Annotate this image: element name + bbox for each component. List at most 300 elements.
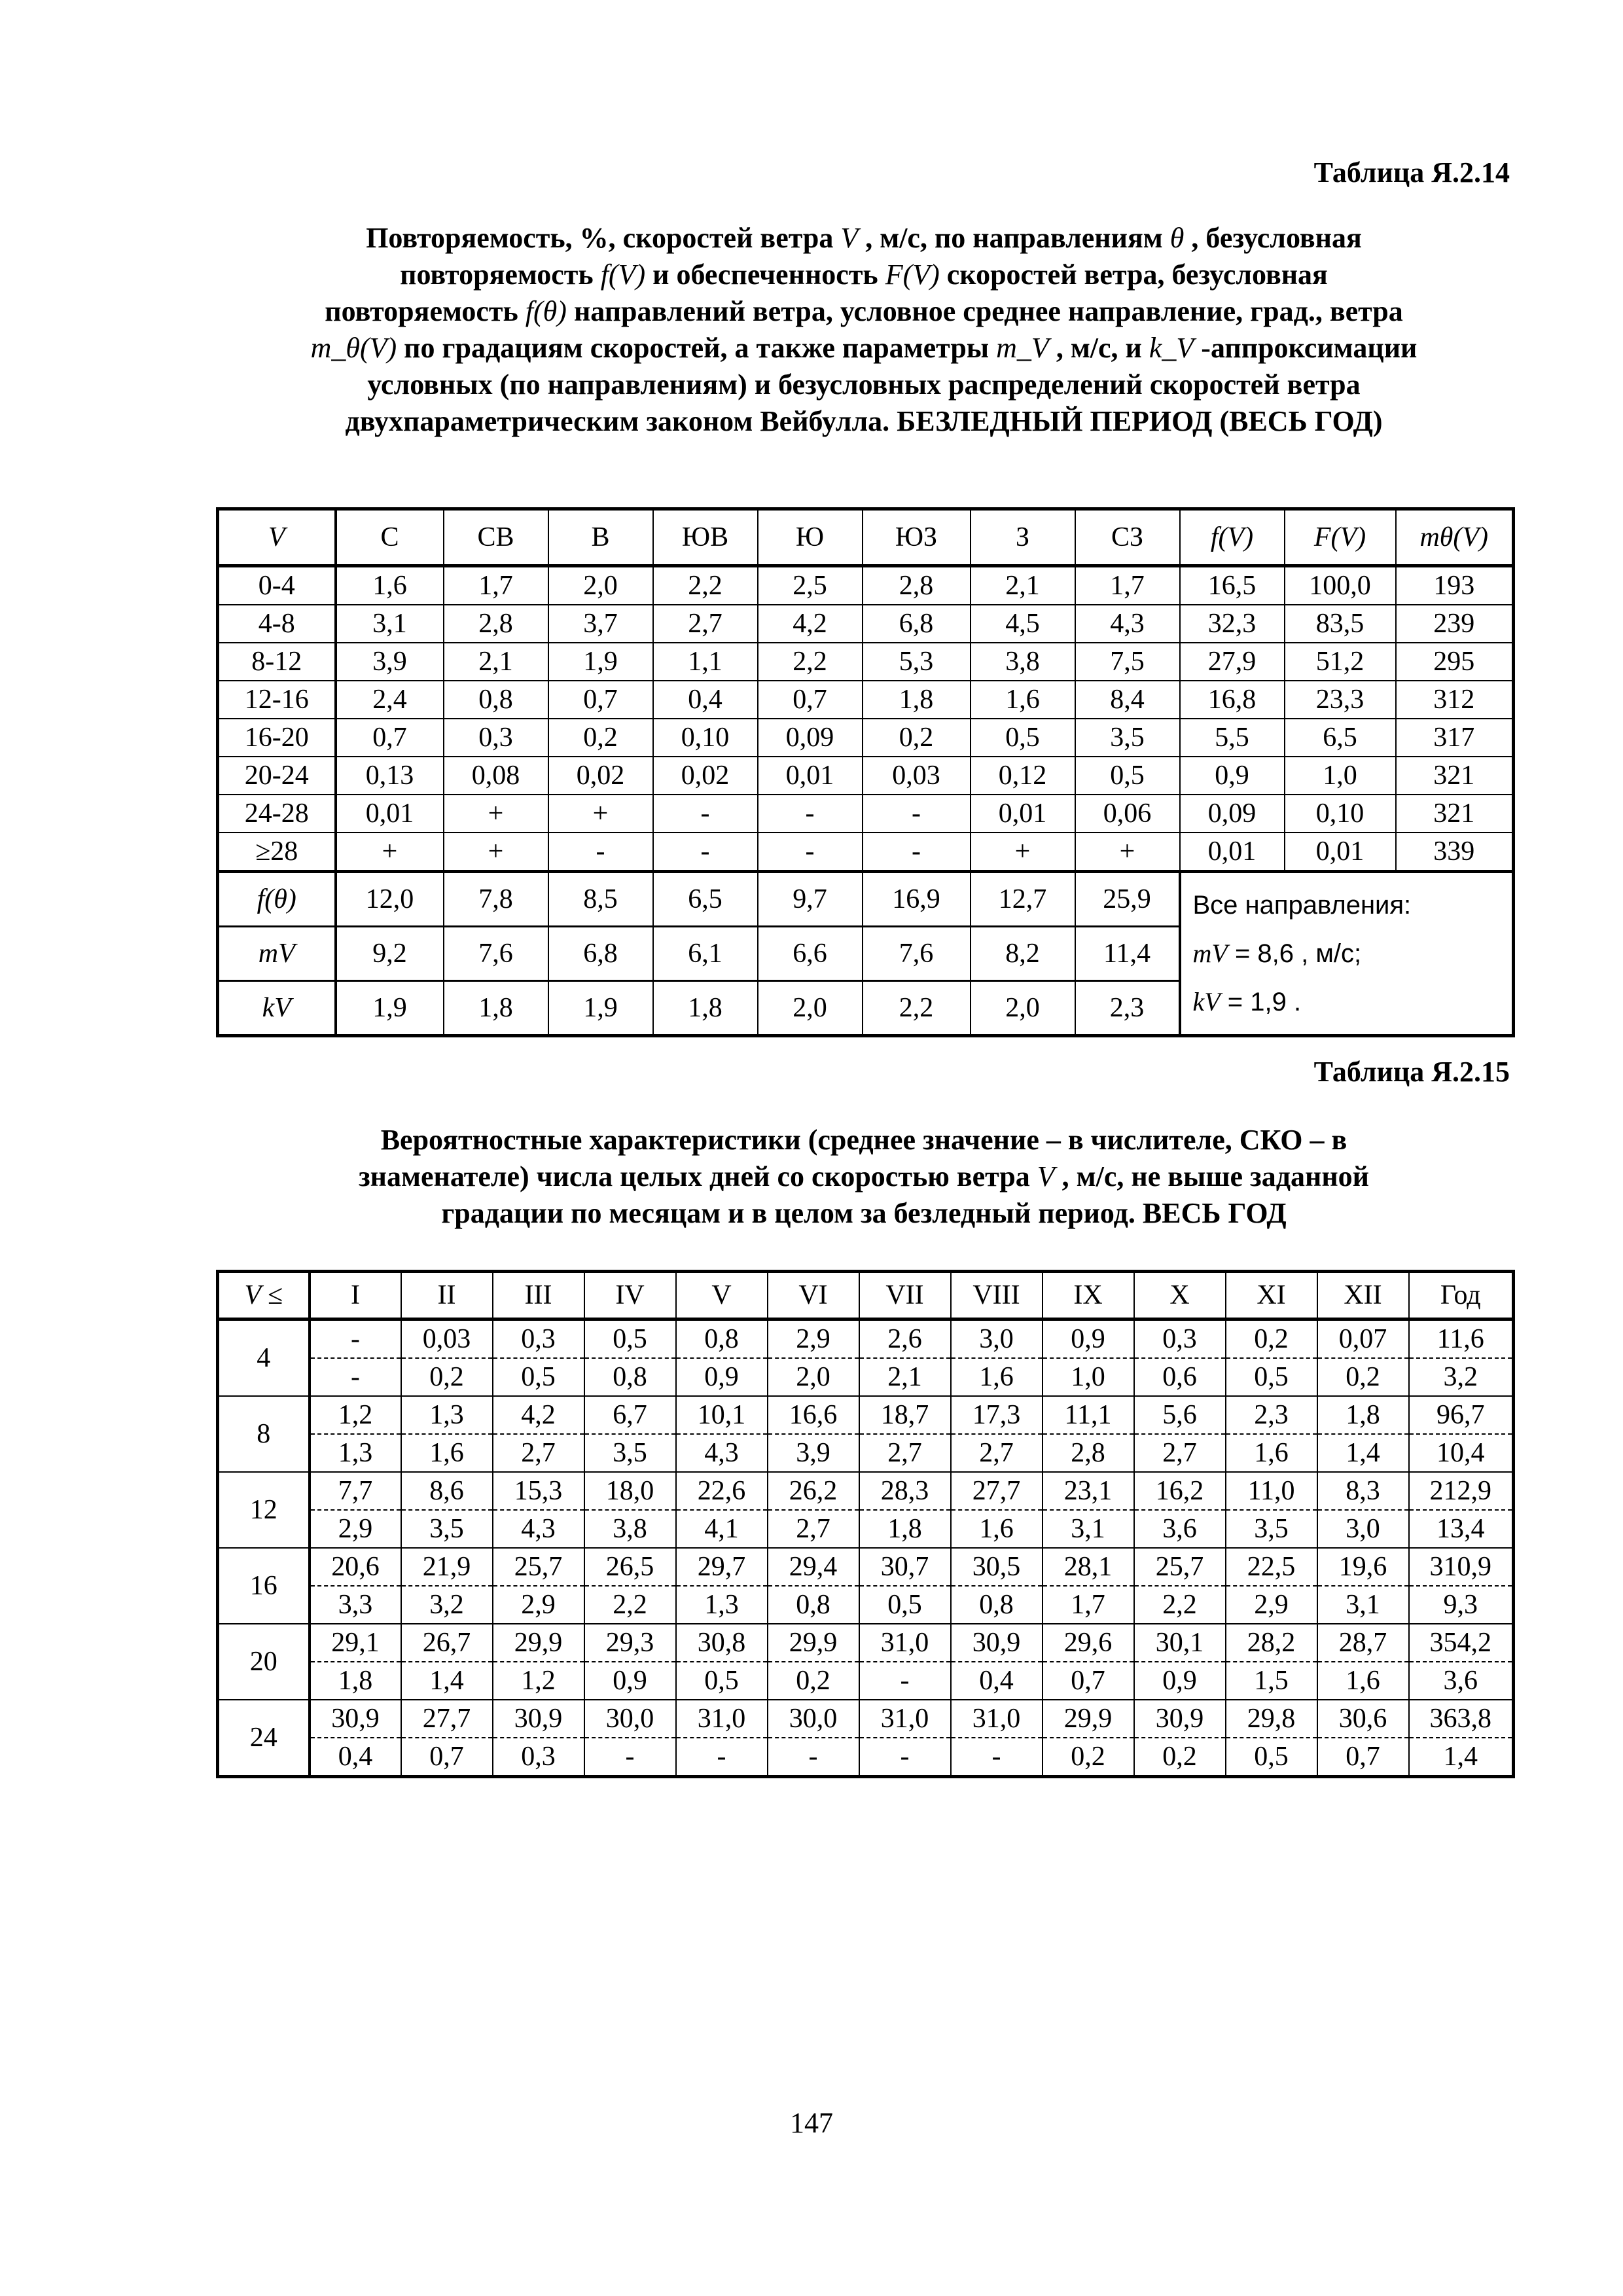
title-text: , м/с, по направлениям bbox=[858, 222, 1170, 254]
mean-cell: 18,7 bbox=[859, 1396, 951, 1434]
mean-cell: - bbox=[310, 1319, 401, 1359]
sd-cell: 2,8 bbox=[1043, 1434, 1134, 1472]
sd-cell: 0,5 bbox=[676, 1662, 768, 1700]
sd-cell: 2,7 bbox=[859, 1434, 951, 1472]
mean-cell: 2,3 bbox=[1226, 1396, 1317, 1434]
table-cell: 1,0 bbox=[1285, 757, 1396, 795]
table-cell: 0,01 bbox=[971, 795, 1075, 833]
column-header: I bbox=[310, 1272, 401, 1319]
mean-cell: 29,7 bbox=[676, 1548, 768, 1586]
sd-cell: 0,7 bbox=[401, 1738, 493, 1777]
sd-cell: 2,2 bbox=[584, 1586, 676, 1624]
param-row bbox=[218, 872, 1514, 927]
table-cell: 1,8 bbox=[653, 981, 758, 1036]
table15-title-line bbox=[216, 1122, 1512, 1158]
sd-cell: - bbox=[768, 1738, 859, 1777]
mean-cell: 28,3 bbox=[859, 1472, 951, 1510]
mean-cell: 29,8 bbox=[1226, 1700, 1317, 1738]
mv-value: = 8,6 , м/с; bbox=[1227, 939, 1362, 968]
column-header: СЗ bbox=[1075, 509, 1180, 566]
sd-cell: 3,3 bbox=[310, 1586, 401, 1624]
table-cell: 8,5 bbox=[548, 872, 653, 927]
table-cell: 339 bbox=[1396, 833, 1514, 872]
mean-cell: 2,6 bbox=[859, 1319, 951, 1359]
table14-title-line bbox=[216, 367, 1512, 403]
column-header: IV bbox=[584, 1272, 676, 1319]
table-cell: + bbox=[336, 833, 444, 872]
sd-cell: 0,9 bbox=[676, 1358, 768, 1396]
mean-cell: 31,0 bbox=[859, 1700, 951, 1738]
table-row bbox=[218, 566, 1514, 605]
table-cell: 12,7 bbox=[971, 872, 1075, 927]
sd-cell: 3,0 bbox=[1317, 1510, 1409, 1548]
table-cell: 1,7 bbox=[444, 566, 548, 605]
mean-row bbox=[218, 1472, 1514, 1510]
table-cell: 2,8 bbox=[444, 605, 548, 643]
mean-cell: 29,9 bbox=[1043, 1700, 1134, 1738]
column-header: В bbox=[548, 509, 653, 566]
column-header: VIII bbox=[951, 1272, 1043, 1319]
summary-heading: Все направления: bbox=[1192, 891, 1412, 920]
speed-threshold: 24 bbox=[218, 1700, 310, 1777]
table-cell: - bbox=[863, 833, 971, 872]
row-label: 16-20 bbox=[218, 719, 336, 757]
table-cell: - bbox=[548, 833, 653, 872]
sd-cell: 0,9 bbox=[1134, 1662, 1226, 1700]
title-text: по градациям скоростей, а также параметры bbox=[397, 332, 997, 364]
table-cell: 12,0 bbox=[336, 872, 444, 927]
sd-cell: 3,1 bbox=[1043, 1510, 1134, 1548]
math-symbol: f(V) bbox=[600, 259, 646, 291]
table-cell: 0,10 bbox=[1285, 795, 1396, 833]
row-label: 8-12 bbox=[218, 643, 336, 681]
table-cell: 0,2 bbox=[863, 719, 971, 757]
param-label: mV bbox=[218, 927, 336, 981]
math-symbol: F(V) bbox=[885, 259, 940, 291]
sd-cell: 0,5 bbox=[1226, 1358, 1317, 1396]
table-cell: 2,1 bbox=[971, 566, 1075, 605]
column-header: F(V) bbox=[1285, 509, 1396, 566]
mean-cell: 0,3 bbox=[1134, 1319, 1226, 1359]
mean-cell: 30,0 bbox=[584, 1700, 676, 1738]
mean-cell: 30,7 bbox=[859, 1548, 951, 1586]
table-cell: + bbox=[971, 833, 1075, 872]
mean-cell: 30,6 bbox=[1317, 1700, 1409, 1738]
table-cell: 0,7 bbox=[758, 681, 863, 719]
table-14-header-row bbox=[218, 509, 1514, 566]
mean-cell: 96,7 bbox=[1409, 1396, 1514, 1434]
sd-row bbox=[218, 1434, 1514, 1472]
column-header: f(V) bbox=[1180, 509, 1285, 566]
row-label: 20-24 bbox=[218, 757, 336, 795]
table-cell: 11,4 bbox=[1075, 927, 1180, 981]
table-cell: - bbox=[653, 833, 758, 872]
table-cell: 0,13 bbox=[336, 757, 444, 795]
sd-cell: 10,4 bbox=[1409, 1434, 1514, 1472]
mean-cell: 16,6 bbox=[768, 1396, 859, 1434]
table-cell: 312 bbox=[1396, 681, 1514, 719]
column-header: VI bbox=[768, 1272, 859, 1319]
sd-cell: 1,2 bbox=[493, 1662, 584, 1700]
title-text: условных (по направлениям) и безусловных распределений скоростей ветра bbox=[367, 368, 1361, 401]
table-cell: 2,7 bbox=[653, 605, 758, 643]
table-cell: 193 bbox=[1396, 566, 1514, 605]
summary-line bbox=[1193, 978, 1501, 1026]
table-14-label: Таблица Я.2.14 bbox=[1313, 156, 1510, 188]
sd-cell: 3,1 bbox=[1317, 1586, 1409, 1624]
table-cell: 0,03 bbox=[863, 757, 971, 795]
column-header: V bbox=[218, 509, 336, 566]
sd-cell: 0,2 bbox=[1134, 1738, 1226, 1777]
mean-cell: 22,6 bbox=[676, 1472, 768, 1510]
table-cell: 2,8 bbox=[863, 566, 971, 605]
sd-cell: 3,5 bbox=[1226, 1510, 1317, 1548]
sd-cell: 0,2 bbox=[1317, 1358, 1409, 1396]
mean-cell: 28,2 bbox=[1226, 1624, 1317, 1662]
mean-cell: 31,0 bbox=[859, 1624, 951, 1662]
column-header: VII bbox=[859, 1272, 951, 1319]
speed-threshold: 8 bbox=[218, 1396, 310, 1472]
mean-row bbox=[218, 1548, 1514, 1586]
table-cell: 5,5 bbox=[1180, 719, 1285, 757]
mean-cell: 11,0 bbox=[1226, 1472, 1317, 1510]
mean-cell: 30,0 bbox=[768, 1700, 859, 1738]
table-cell: 6,8 bbox=[548, 927, 653, 981]
mean-cell: 7,7 bbox=[310, 1472, 401, 1510]
table-cell: - bbox=[863, 795, 971, 833]
table-cell: 83,5 bbox=[1285, 605, 1396, 643]
mean-cell: 20,6 bbox=[310, 1548, 401, 1586]
mean-cell: 4,2 bbox=[493, 1396, 584, 1434]
table-cell: 6,1 bbox=[653, 927, 758, 981]
table-cell: 3,7 bbox=[548, 605, 653, 643]
param-label: f(θ) bbox=[218, 872, 336, 927]
sd-cell: 2,9 bbox=[1226, 1586, 1317, 1624]
table-cell: 3,8 bbox=[971, 643, 1075, 681]
sd-cell: 0,2 bbox=[768, 1662, 859, 1700]
sd-cell: 1,6 bbox=[951, 1358, 1043, 1396]
sd-cell: 0,9 bbox=[584, 1662, 676, 1700]
table-cell: 8,4 bbox=[1075, 681, 1180, 719]
mean-cell: 31,0 bbox=[951, 1700, 1043, 1738]
mean-cell: 30,9 bbox=[1134, 1700, 1226, 1738]
table-cell: 6,8 bbox=[863, 605, 971, 643]
table-cell: 0,01 bbox=[758, 757, 863, 795]
sd-row bbox=[218, 1586, 1514, 1624]
mean-row bbox=[218, 1700, 1514, 1738]
mean-cell: 27,7 bbox=[401, 1700, 493, 1738]
table-cell: 2,2 bbox=[758, 643, 863, 681]
mean-cell: 30,9 bbox=[310, 1700, 401, 1738]
all-directions-summary bbox=[1180, 872, 1514, 1036]
table-cell: 0,02 bbox=[548, 757, 653, 795]
table-cell: 6,6 bbox=[758, 927, 863, 981]
table-cell: 7,6 bbox=[444, 927, 548, 981]
sd-cell: 0,4 bbox=[310, 1738, 401, 1777]
table-cell: 1,6 bbox=[971, 681, 1075, 719]
mean-cell: 28,1 bbox=[1043, 1548, 1134, 1586]
sd-cell: 0,2 bbox=[1043, 1738, 1134, 1777]
table-cell: 0,09 bbox=[758, 719, 863, 757]
table-cell: 0,10 bbox=[653, 719, 758, 757]
table-row bbox=[218, 757, 1514, 795]
column-header: ЮВ bbox=[653, 509, 758, 566]
mean-cell: 11,1 bbox=[1043, 1396, 1134, 1434]
table-cell: 0,7 bbox=[336, 719, 444, 757]
sd-cell: 0,5 bbox=[859, 1586, 951, 1624]
table-cell: + bbox=[548, 795, 653, 833]
table-cell: 1,6 bbox=[336, 566, 444, 605]
math-symbol: f(θ) bbox=[525, 295, 567, 327]
mean-cell: 29,9 bbox=[768, 1624, 859, 1662]
table14-title-line bbox=[216, 220, 1512, 257]
sd-cell: 1,0 bbox=[1043, 1358, 1134, 1396]
mean-row bbox=[218, 1396, 1514, 1434]
sd-cell: 1,4 bbox=[401, 1662, 493, 1700]
sd-cell: 0,5 bbox=[1226, 1738, 1317, 1777]
mean-cell: 26,2 bbox=[768, 1472, 859, 1510]
table-cell: 2,4 bbox=[336, 681, 444, 719]
mean-cell: 11,6 bbox=[1409, 1319, 1514, 1359]
column-header: ЮЗ bbox=[863, 509, 971, 566]
mean-cell: 26,5 bbox=[584, 1548, 676, 1586]
table-cell: 0,5 bbox=[1075, 757, 1180, 795]
page-number: 147 bbox=[790, 2107, 833, 2139]
table-cell: 295 bbox=[1396, 643, 1514, 681]
title-text: скоростей ветра, безусловная bbox=[939, 259, 1328, 291]
table-cell: 6,5 bbox=[1285, 719, 1396, 757]
mv-symbol: mV bbox=[1192, 939, 1228, 968]
mean-cell: 29,4 bbox=[768, 1548, 859, 1586]
sd-cell: 3,5 bbox=[584, 1434, 676, 1472]
sd-cell: 0,8 bbox=[951, 1586, 1043, 1624]
sd-cell: 4,3 bbox=[676, 1434, 768, 1472]
sd-cell: 3,5 bbox=[401, 1510, 493, 1548]
mean-cell: 22,5 bbox=[1226, 1548, 1317, 1586]
table-cell: 25,9 bbox=[1075, 872, 1180, 927]
sd-cell: 0,8 bbox=[584, 1358, 676, 1396]
mean-cell: 16,2 bbox=[1134, 1472, 1226, 1510]
mean-cell: 17,3 bbox=[951, 1396, 1043, 1434]
table-cell: 3,1 bbox=[336, 605, 444, 643]
column-header: V bbox=[676, 1272, 768, 1319]
mean-cell: 25,7 bbox=[493, 1548, 584, 1586]
summary-line bbox=[1193, 881, 1501, 929]
table-cell: 0,4 bbox=[653, 681, 758, 719]
sd-cell: 0,3 bbox=[493, 1738, 584, 1777]
mean-row bbox=[218, 1624, 1514, 1662]
sd-cell: 1,4 bbox=[1409, 1738, 1514, 1777]
sd-cell: 0,7 bbox=[1043, 1662, 1134, 1700]
sd-cell: - bbox=[859, 1738, 951, 1777]
mean-cell: 30,9 bbox=[493, 1700, 584, 1738]
sd-row bbox=[218, 1358, 1514, 1396]
title-text: , м/с, и bbox=[1048, 332, 1149, 364]
column-header: СВ bbox=[444, 509, 548, 566]
mean-cell: 29,6 bbox=[1043, 1624, 1134, 1662]
sd-cell: 4,3 bbox=[493, 1510, 584, 1548]
table-15-title bbox=[216, 1122, 1512, 1232]
mean-cell: 0,3 bbox=[493, 1319, 584, 1359]
math-symbol: m_V bbox=[996, 332, 1049, 364]
mean-cell: 31,0 bbox=[676, 1700, 768, 1738]
column-header: III bbox=[493, 1272, 584, 1319]
column-header: X bbox=[1134, 1272, 1226, 1319]
sd-cell: 3,9 bbox=[768, 1434, 859, 1472]
table-cell: - bbox=[758, 795, 863, 833]
sd-cell: 1,4 bbox=[1317, 1434, 1409, 1472]
mean-cell: 1,8 bbox=[1317, 1396, 1409, 1434]
mean-cell: 30,8 bbox=[676, 1624, 768, 1662]
title-text: повторяемость bbox=[325, 295, 526, 327]
table-cell: 2,0 bbox=[758, 981, 863, 1036]
table-cell: 1,1 bbox=[653, 643, 758, 681]
title-text: знаменателе) числа целых дней со скоростью ветра bbox=[358, 1160, 1037, 1193]
sd-cell: 3,6 bbox=[1134, 1510, 1226, 1548]
table-cell: 1,8 bbox=[863, 681, 971, 719]
column-header: С bbox=[336, 509, 444, 566]
mean-cell: 310,9 bbox=[1409, 1548, 1514, 1586]
table-cell: 321 bbox=[1396, 795, 1514, 833]
table-cell: 321 bbox=[1396, 757, 1514, 795]
mean-row bbox=[218, 1319, 1514, 1359]
sd-row bbox=[218, 1662, 1514, 1700]
table15-title-line bbox=[216, 1195, 1512, 1232]
sd-cell: 2,7 bbox=[768, 1510, 859, 1548]
mean-cell: 28,7 bbox=[1317, 1624, 1409, 1662]
sd-cell: 1,3 bbox=[310, 1434, 401, 1472]
sd-cell: 1,7 bbox=[1043, 1586, 1134, 1624]
table-cell: 2,2 bbox=[653, 566, 758, 605]
sd-cell: 1,8 bbox=[859, 1510, 951, 1548]
table-cell: 4,2 bbox=[758, 605, 863, 643]
column-header: II bbox=[401, 1272, 493, 1319]
sd-cell: 4,1 bbox=[676, 1510, 768, 1548]
table-row bbox=[218, 643, 1514, 681]
sd-row bbox=[218, 1738, 1514, 1777]
table-cell: 1,9 bbox=[548, 643, 653, 681]
title-text: и обеспеченность bbox=[645, 259, 885, 291]
table14-title-line bbox=[216, 403, 1512, 440]
mean-cell: 21,9 bbox=[401, 1548, 493, 1586]
table-cell: + bbox=[444, 833, 548, 872]
table-cell: 0,2 bbox=[548, 719, 653, 757]
row-label: 12-16 bbox=[218, 681, 336, 719]
sd-cell: 2,7 bbox=[1134, 1434, 1226, 1472]
table-cell: 0,01 bbox=[1285, 833, 1396, 872]
table14-title-line bbox=[216, 330, 1512, 367]
row-label: ≥28 bbox=[218, 833, 336, 872]
summary-line bbox=[1193, 929, 1501, 978]
title-text: , м/с, не выше заданной bbox=[1054, 1160, 1370, 1193]
mean-cell: 23,1 bbox=[1043, 1472, 1134, 1510]
param-label: kV bbox=[218, 981, 336, 1036]
table-cell: 0,12 bbox=[971, 757, 1075, 795]
mean-cell: 29,3 bbox=[584, 1624, 676, 1662]
mean-cell: 10,1 bbox=[676, 1396, 768, 1434]
mean-cell: 18,0 bbox=[584, 1472, 676, 1510]
table-14 bbox=[216, 507, 1515, 1037]
column-header: XI bbox=[1226, 1272, 1317, 1319]
table-cell: 1,9 bbox=[548, 981, 653, 1036]
sd-cell: 2,9 bbox=[493, 1586, 584, 1624]
mean-cell: 2,9 bbox=[768, 1319, 859, 1359]
mean-cell: 3,0 bbox=[951, 1319, 1043, 1359]
table-cell: 5,3 bbox=[863, 643, 971, 681]
mean-cell: 27,7 bbox=[951, 1472, 1043, 1510]
table-cell: 16,8 bbox=[1180, 681, 1285, 719]
sd-cell: - bbox=[859, 1662, 951, 1700]
table-row bbox=[218, 795, 1514, 833]
sd-cell: 3,2 bbox=[1409, 1358, 1514, 1396]
sd-cell: 1,8 bbox=[310, 1662, 401, 1700]
table-cell: 2,3 bbox=[1075, 981, 1180, 1036]
sd-cell: 0,4 bbox=[951, 1662, 1043, 1700]
column-header: IX bbox=[1043, 1272, 1134, 1319]
mean-cell: 0,5 bbox=[584, 1319, 676, 1359]
column-header: З bbox=[971, 509, 1075, 566]
table-cell: 2,5 bbox=[758, 566, 863, 605]
sd-cell: 3,2 bbox=[401, 1586, 493, 1624]
table-cell: 0,8 bbox=[444, 681, 548, 719]
column-header: V ≤ bbox=[218, 1272, 310, 1319]
table-cell: 0,08 bbox=[444, 757, 548, 795]
table-cell: 0,7 bbox=[548, 681, 653, 719]
table-cell: 16,9 bbox=[863, 872, 971, 927]
table-cell: 239 bbox=[1396, 605, 1514, 643]
table-cell: 100,0 bbox=[1285, 566, 1396, 605]
table-cell: 1,9 bbox=[336, 981, 444, 1036]
sd-cell: 0,2 bbox=[401, 1358, 493, 1396]
column-header: Год bbox=[1409, 1272, 1514, 1319]
sd-cell: 1,5 bbox=[1226, 1662, 1317, 1700]
sd-cell: 1,6 bbox=[951, 1510, 1043, 1548]
sd-cell: 0,7 bbox=[1317, 1738, 1409, 1777]
column-header: Ю bbox=[758, 509, 863, 566]
mean-cell: 0,03 bbox=[401, 1319, 493, 1359]
title-text: Вероятностные характеристики (среднее значение – в числителе, СКО – в bbox=[380, 1124, 1347, 1156]
table-cell: 0,09 bbox=[1180, 795, 1285, 833]
table-cell: 2,1 bbox=[444, 643, 548, 681]
table-cell: - bbox=[758, 833, 863, 872]
speed-threshold: 20 bbox=[218, 1624, 310, 1700]
title-text: Повторяемость, %, скоростей ветра bbox=[366, 222, 841, 254]
sd-cell: 1,6 bbox=[1317, 1662, 1409, 1700]
title-text: , безусловная bbox=[1184, 222, 1362, 254]
math-symbol: m_θ(V) bbox=[310, 332, 397, 364]
title-text: повторяемость bbox=[400, 259, 601, 291]
mean-cell: 5,6 bbox=[1134, 1396, 1226, 1434]
mean-cell: 8,3 bbox=[1317, 1472, 1409, 1510]
mean-cell: 354,2 bbox=[1409, 1624, 1514, 1662]
column-header: mθ(V) bbox=[1396, 509, 1514, 566]
table-15 bbox=[216, 1270, 1515, 1778]
table-cell: 317 bbox=[1396, 719, 1514, 757]
mean-cell: 0,9 bbox=[1043, 1319, 1134, 1359]
table-cell: 4,5 bbox=[971, 605, 1075, 643]
sd-cell: 2,0 bbox=[768, 1358, 859, 1396]
table-cell: 2,0 bbox=[971, 981, 1075, 1036]
table-cell: 0,01 bbox=[1180, 833, 1285, 872]
table-cell: 0,9 bbox=[1180, 757, 1285, 795]
mean-cell: 30,9 bbox=[951, 1624, 1043, 1662]
mean-cell: 8,6 bbox=[401, 1472, 493, 1510]
table-cell: 9,7 bbox=[758, 872, 863, 927]
mean-cell: 1,3 bbox=[401, 1396, 493, 1434]
row-label: 24-28 bbox=[218, 795, 336, 833]
math-symbol: V bbox=[1037, 1160, 1055, 1193]
sd-cell: 1,3 bbox=[676, 1586, 768, 1624]
